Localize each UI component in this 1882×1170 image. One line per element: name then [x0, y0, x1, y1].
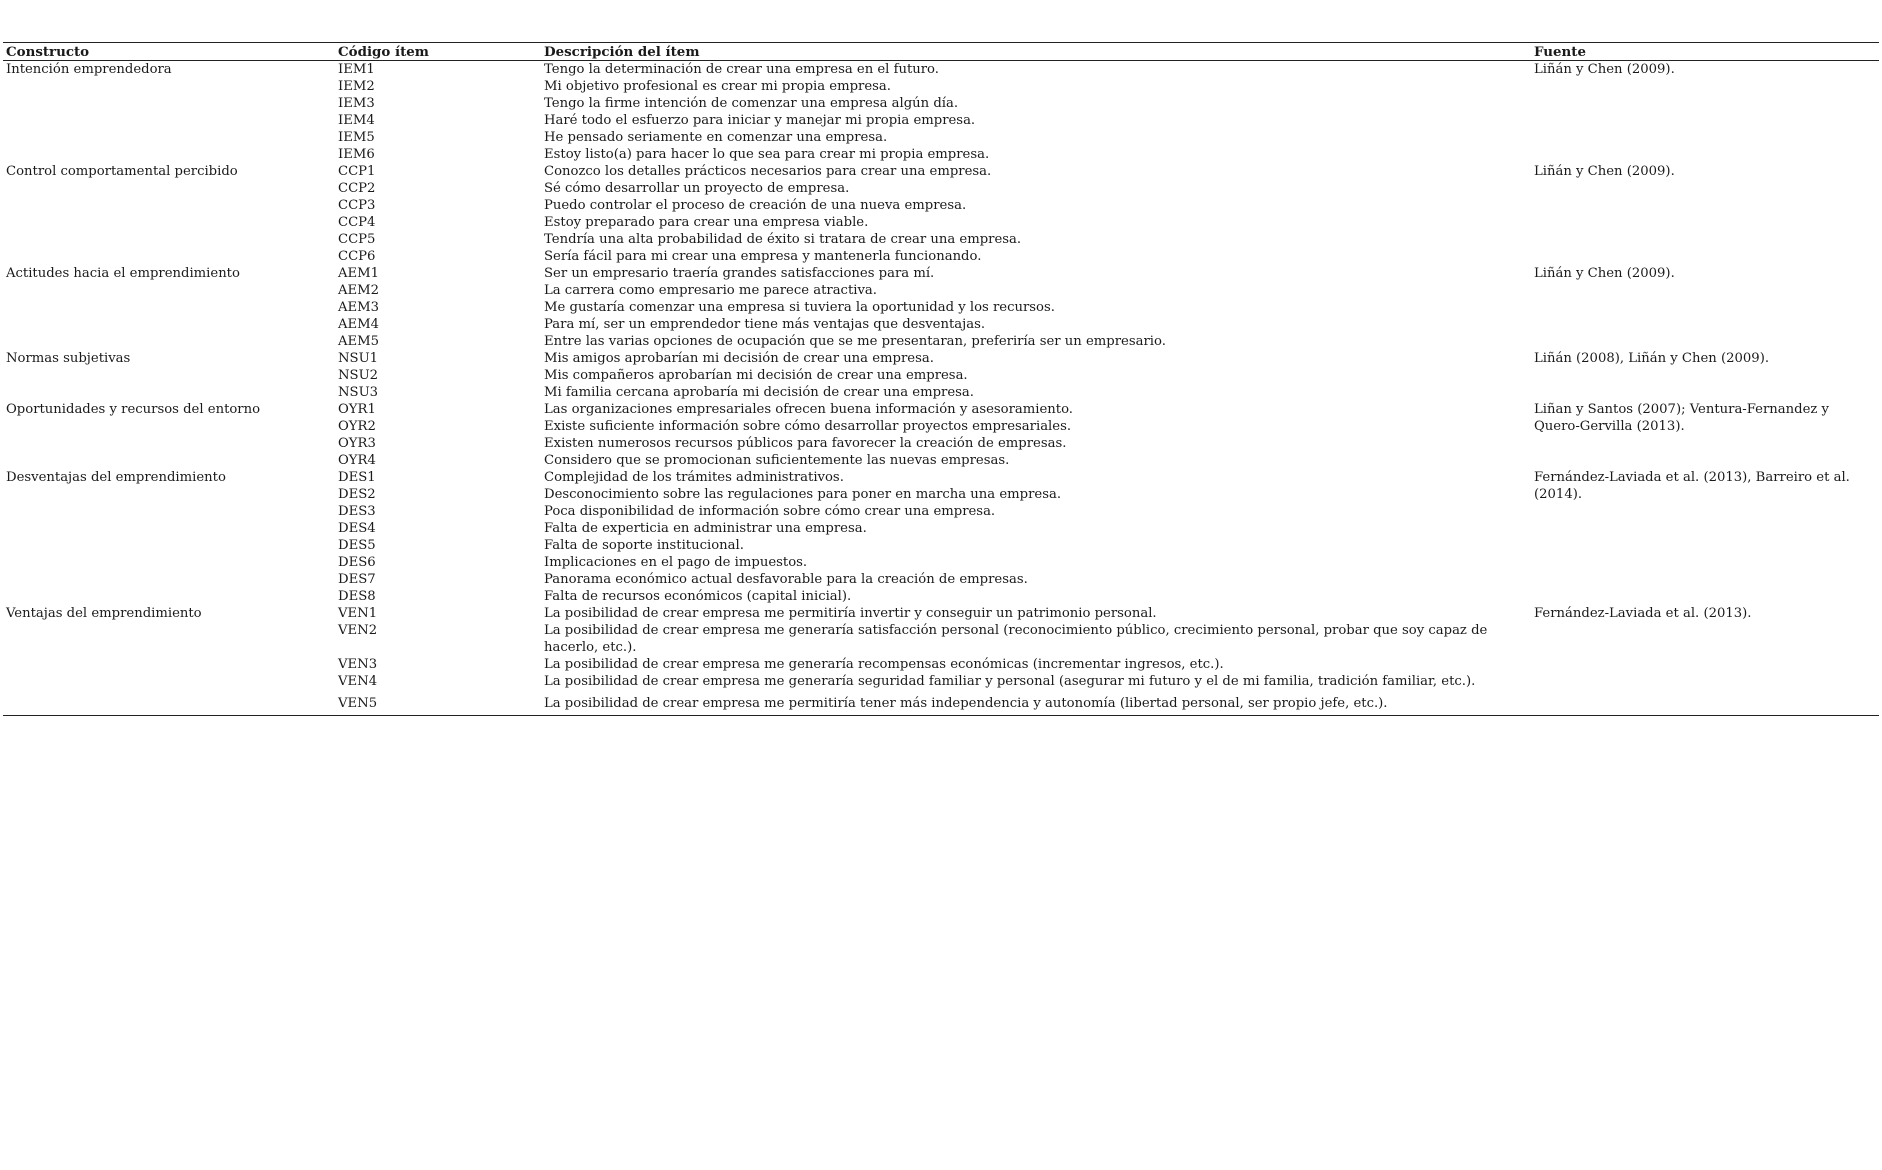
cell-source — [1531, 503, 1879, 520]
cell-construct — [3, 673, 335, 690]
cell-code: DES7 — [338, 572, 376, 587]
cell-source — [1531, 656, 1879, 673]
cell-source — [1531, 673, 1879, 690]
table-row — [3, 588, 1879, 605]
cell-source — [1531, 622, 1879, 656]
table-row — [3, 571, 1879, 588]
table-row — [3, 418, 1879, 435]
cell-source — [1531, 146, 1879, 163]
cell-description: He pensado seriamente en comenzar una empresa. — [544, 130, 888, 145]
table-row — [3, 350, 1879, 367]
cell-source: Quero-Gervilla (2013). — [1534, 419, 1685, 434]
cell-source — [1531, 333, 1879, 350]
table-row — [3, 401, 1879, 418]
cell-code: OYR3 — [338, 436, 376, 451]
cell-code: OYR4 — [338, 453, 376, 468]
cell-source — [1531, 588, 1879, 605]
header-code: Código ítem — [338, 44, 429, 60]
cell-code: DES2 — [338, 487, 376, 502]
cell-construct — [3, 384, 335, 401]
cell-source — [1531, 316, 1879, 333]
cell-description: Poca disponibilidad de información sobre cómo crear una empresa. — [544, 504, 996, 519]
cell-description: La posibilidad de crear empresa me permitiría invertir y conseguir un patrimonio personal. — [544, 606, 1157, 621]
header-source: Fuente — [1534, 44, 1586, 60]
cell-construct — [3, 537, 335, 554]
cell-construct — [3, 571, 335, 588]
table-row — [3, 690, 1879, 716]
cell-source: Liñán y Chen (2009). — [1534, 164, 1675, 179]
cell-construct — [3, 418, 335, 435]
cell-source — [1531, 537, 1879, 554]
cell-code: VEN1 — [338, 606, 378, 621]
table-row — [3, 112, 1879, 129]
table-row — [3, 78, 1879, 95]
cell-source — [1531, 520, 1879, 537]
cell-source — [1531, 452, 1879, 469]
cell-construct — [3, 112, 335, 129]
cell-code: DES8 — [338, 589, 376, 604]
cell-code: DES5 — [338, 538, 376, 553]
table-row — [3, 265, 1879, 282]
cell-description: La posibilidad de crear empresa me generaría recompensas económicas (incrementar ingresos, etc.). — [544, 657, 1224, 672]
table-row — [3, 282, 1879, 299]
cell-description: Estoy preparado para crear una empresa viable. — [544, 215, 869, 230]
cell-construct — [3, 197, 335, 214]
cell-description: Mi objetivo profesional es crear mi propia empresa. — [544, 79, 891, 94]
cell-code: IEM6 — [338, 147, 375, 162]
cell-description: Sería fácil para mi crear una empresa y mantenerla funcionando. — [544, 249, 982, 264]
cell-construct: Actitudes hacia el emprendimiento — [6, 266, 240, 281]
cell-code: CCP5 — [338, 232, 376, 247]
table-row — [3, 61, 1879, 79]
cell-construct — [3, 180, 335, 197]
cell-construct — [3, 316, 335, 333]
cell-description: Mis amigos aprobarían mi decisión de crear una empresa. — [544, 351, 934, 366]
cell-construct — [3, 282, 335, 299]
cell-code: IEM1 — [338, 62, 375, 77]
cell-code: CCP3 — [338, 198, 376, 213]
cell-code: AEM1 — [338, 266, 380, 281]
cell-code: OYR1 — [338, 402, 376, 417]
cell-source: Liñan y Santos (2007); Ventura-Fernandez y — [1534, 402, 1829, 417]
cell-description: Puedo controlar el proceso de creación de una nueva empresa. — [544, 198, 967, 213]
items-table — [3, 42, 1879, 716]
cell-source — [1531, 95, 1879, 112]
table-row — [3, 673, 1879, 690]
cell-description: Existen numerosos recursos públicos para favorecer la creación de empresas. — [544, 436, 1067, 451]
cell-source: Fernández-Laviada et al. (2013). — [1534, 606, 1752, 621]
cell-construct: Desventajas del emprendimiento — [6, 470, 226, 485]
cell-source — [1531, 299, 1879, 316]
cell-source — [1531, 554, 1879, 571]
table-row — [3, 248, 1879, 265]
table-row — [3, 503, 1879, 520]
cell-source — [1531, 435, 1879, 452]
cell-source — [1531, 231, 1879, 248]
cell-construct — [3, 656, 335, 673]
table-row — [3, 214, 1879, 231]
cell-source — [1531, 214, 1879, 231]
cell-code: OYR2 — [338, 419, 376, 434]
cell-source: Liñán y Chen (2009). — [1534, 62, 1675, 77]
cell-description: Tengo la firme intención de comenzar una empresa algún día. — [544, 96, 959, 111]
cell-construct — [3, 214, 335, 231]
cell-construct — [3, 435, 335, 452]
table-row — [3, 129, 1879, 146]
cell-source — [1531, 282, 1879, 299]
cell-code: CCP4 — [338, 215, 376, 230]
cell-code: VEN3 — [338, 657, 378, 672]
cell-construct — [3, 248, 335, 265]
table-row — [3, 367, 1879, 384]
cell-description: Panorama económico actual desfavorable para la creación de empresas. — [544, 572, 1028, 587]
cell-description: Falta de soporte institucional. — [544, 538, 744, 553]
cell-source — [1531, 571, 1879, 588]
cell-description: Implicaciones en el pago de impuestos. — [544, 555, 808, 570]
cell-construct: Ventajas del emprendimiento — [6, 606, 202, 621]
cell-code: IEM3 — [338, 96, 375, 111]
table-row — [3, 554, 1879, 571]
cell-code: NSU1 — [338, 351, 379, 366]
cell-construct: Control comportamental percibido — [6, 164, 238, 179]
cell-code: VEN4 — [338, 674, 378, 689]
cell-source: (2014). — [1534, 487, 1583, 502]
table-row — [3, 299, 1879, 316]
cell-description: Tendría una alta probabilidad de éxito si tratara de crear una empresa. — [544, 232, 1022, 247]
table-row — [3, 333, 1879, 350]
cell-code: CCP2 — [338, 181, 376, 196]
table-row — [3, 486, 1879, 503]
cell-construct: Oportunidades y recursos del entorno — [6, 402, 261, 417]
cell-description: La posibilidad de crear empresa me generaría satisfacción personal (reconocimiento público, crecimiento personal, probar que soy capaz de hacerlo, etc.). — [544, 623, 1488, 655]
cell-description: Tengo la determinación de crear una empresa en el futuro. — [544, 62, 939, 77]
cell-construct — [3, 452, 335, 469]
cell-code: IEM2 — [338, 79, 375, 94]
cell-description: Considero que se promocionan suficientemente las nuevas empresas. — [544, 453, 1010, 468]
header-construct: Constructo — [6, 44, 90, 60]
table-row — [3, 605, 1879, 622]
cell-code: DES4 — [338, 521, 376, 536]
table-row — [3, 622, 1879, 656]
table-row — [3, 180, 1879, 197]
table-row — [3, 95, 1879, 112]
header-row — [3, 43, 1879, 61]
cell-source — [1531, 248, 1879, 265]
cell-code: CCP6 — [338, 249, 376, 264]
cell-source: Fernández-Laviada et al. (2013), Barreiro et al. — [1534, 470, 1850, 485]
cell-construct — [3, 333, 335, 350]
cell-description: Sé cómo desarrollar un proyecto de empresa. — [544, 181, 850, 196]
header-description: Descripción del ítem — [544, 44, 700, 60]
cell-code: AEM2 — [338, 283, 380, 298]
cell-description: Falta de recursos económicos (capital inicial). — [544, 589, 852, 604]
cell-construct — [3, 690, 335, 716]
cell-construct — [3, 588, 335, 605]
cell-code: CCP1 — [338, 164, 376, 179]
cell-construct — [3, 520, 335, 537]
cell-construct — [3, 622, 335, 656]
cell-source — [1531, 112, 1879, 129]
cell-source: Liñán y Chen (2009). — [1534, 266, 1675, 281]
table-row — [3, 520, 1879, 537]
cell-source — [1531, 690, 1879, 716]
table-row — [3, 469, 1879, 486]
table-row — [3, 384, 1879, 401]
cell-description: Conozco los detalles prácticos necesarios para crear una empresa. — [544, 164, 992, 179]
cell-construct — [3, 231, 335, 248]
cell-code: DES6 — [338, 555, 376, 570]
cell-code: DES1 — [338, 470, 376, 485]
table-row — [3, 231, 1879, 248]
cell-code: AEM3 — [338, 300, 380, 315]
table-row — [3, 197, 1879, 214]
cell-description: Para mí, ser un emprendedor tiene más ventajas que desventajas. — [544, 317, 986, 332]
items-table-container — [3, 42, 1879, 716]
cell-source — [1531, 384, 1879, 401]
cell-description: La posibilidad de crear empresa me permitiría tener más independencia y autonomía (libertad personal, ser propio jefe, etc.). — [544, 696, 1388, 711]
table-row — [3, 435, 1879, 452]
cell-description: Desconocimiento sobre las regulaciones para poner en marcha una empresa. — [544, 487, 1062, 502]
cell-description: Falta de experticia en administrar una empresa. — [544, 521, 867, 536]
table-header — [3, 43, 1879, 61]
cell-description: Las organizaciones empresariales ofrecen buena información y asesoramiento. — [544, 402, 1073, 417]
cell-description: La carrera como empresario me parece atractiva. — [544, 283, 877, 298]
cell-description: Complejidad de los trámites administrativos. — [544, 470, 844, 485]
table-body — [3, 61, 1879, 716]
cell-construct — [3, 503, 335, 520]
cell-description: Haré todo el esfuerzo para iniciar y manejar mi propia empresa. — [544, 113, 976, 128]
cell-description: Existe suficiente información sobre cómo desarrollar proyectos empresariales. — [544, 419, 1072, 434]
cell-construct — [3, 299, 335, 316]
cell-construct — [3, 554, 335, 571]
table-row — [3, 146, 1879, 163]
cell-description: La posibilidad de crear empresa me generaría seguridad familiar y personal (asegurar mi futuro y el de mi familia, tradición familiar, etc.). — [544, 674, 1476, 689]
cell-source — [1531, 367, 1879, 384]
cell-construct — [3, 78, 335, 95]
table-row — [3, 452, 1879, 469]
table-row — [3, 163, 1879, 180]
cell-source — [1531, 197, 1879, 214]
cell-source — [1531, 180, 1879, 197]
cell-description: Me gustaría comenzar una empresa si tuviera la oportunidad y los recursos. — [544, 300, 1055, 315]
cell-source: Liñán (2008), Liñán y Chen (2009). — [1534, 351, 1770, 366]
cell-source — [1531, 129, 1879, 146]
table-row — [3, 316, 1879, 333]
cell-construct — [3, 95, 335, 112]
cell-code: VEN5 — [338, 696, 378, 711]
cell-description: Mi familia cercana aprobaría mi decisión de crear una empresa. — [544, 385, 974, 400]
table-row — [3, 537, 1879, 554]
cell-construct — [3, 146, 335, 163]
cell-source — [1531, 78, 1879, 95]
cell-code: IEM4 — [338, 113, 375, 128]
cell-construct — [3, 486, 335, 503]
cell-description: Ser un empresario traería grandes satisfacciones para mí. — [544, 266, 935, 281]
cell-code: AEM4 — [338, 317, 380, 332]
cell-code: NSU3 — [338, 385, 379, 400]
table-row — [3, 656, 1879, 673]
cell-code: AEM5 — [338, 334, 380, 349]
cell-construct: Intención emprendedora — [6, 62, 172, 77]
cell-code: DES3 — [338, 504, 376, 519]
cell-description: Mis compañeros aprobarían mi decisión de crear una empresa. — [544, 368, 968, 383]
cell-construct — [3, 367, 335, 384]
cell-construct — [3, 129, 335, 146]
cell-code: NSU2 — [338, 368, 379, 383]
cell-description: Estoy listo(a) para hacer lo que sea para crear mi propia empresa. — [544, 147, 990, 162]
cell-description: Entre las varias opciones de ocupación que se me presentaran, preferiría ser un empresario. — [544, 334, 1166, 349]
cell-code: IEM5 — [338, 130, 375, 145]
cell-code: VEN2 — [338, 623, 378, 638]
cell-construct: Normas subjetivas — [6, 351, 131, 366]
